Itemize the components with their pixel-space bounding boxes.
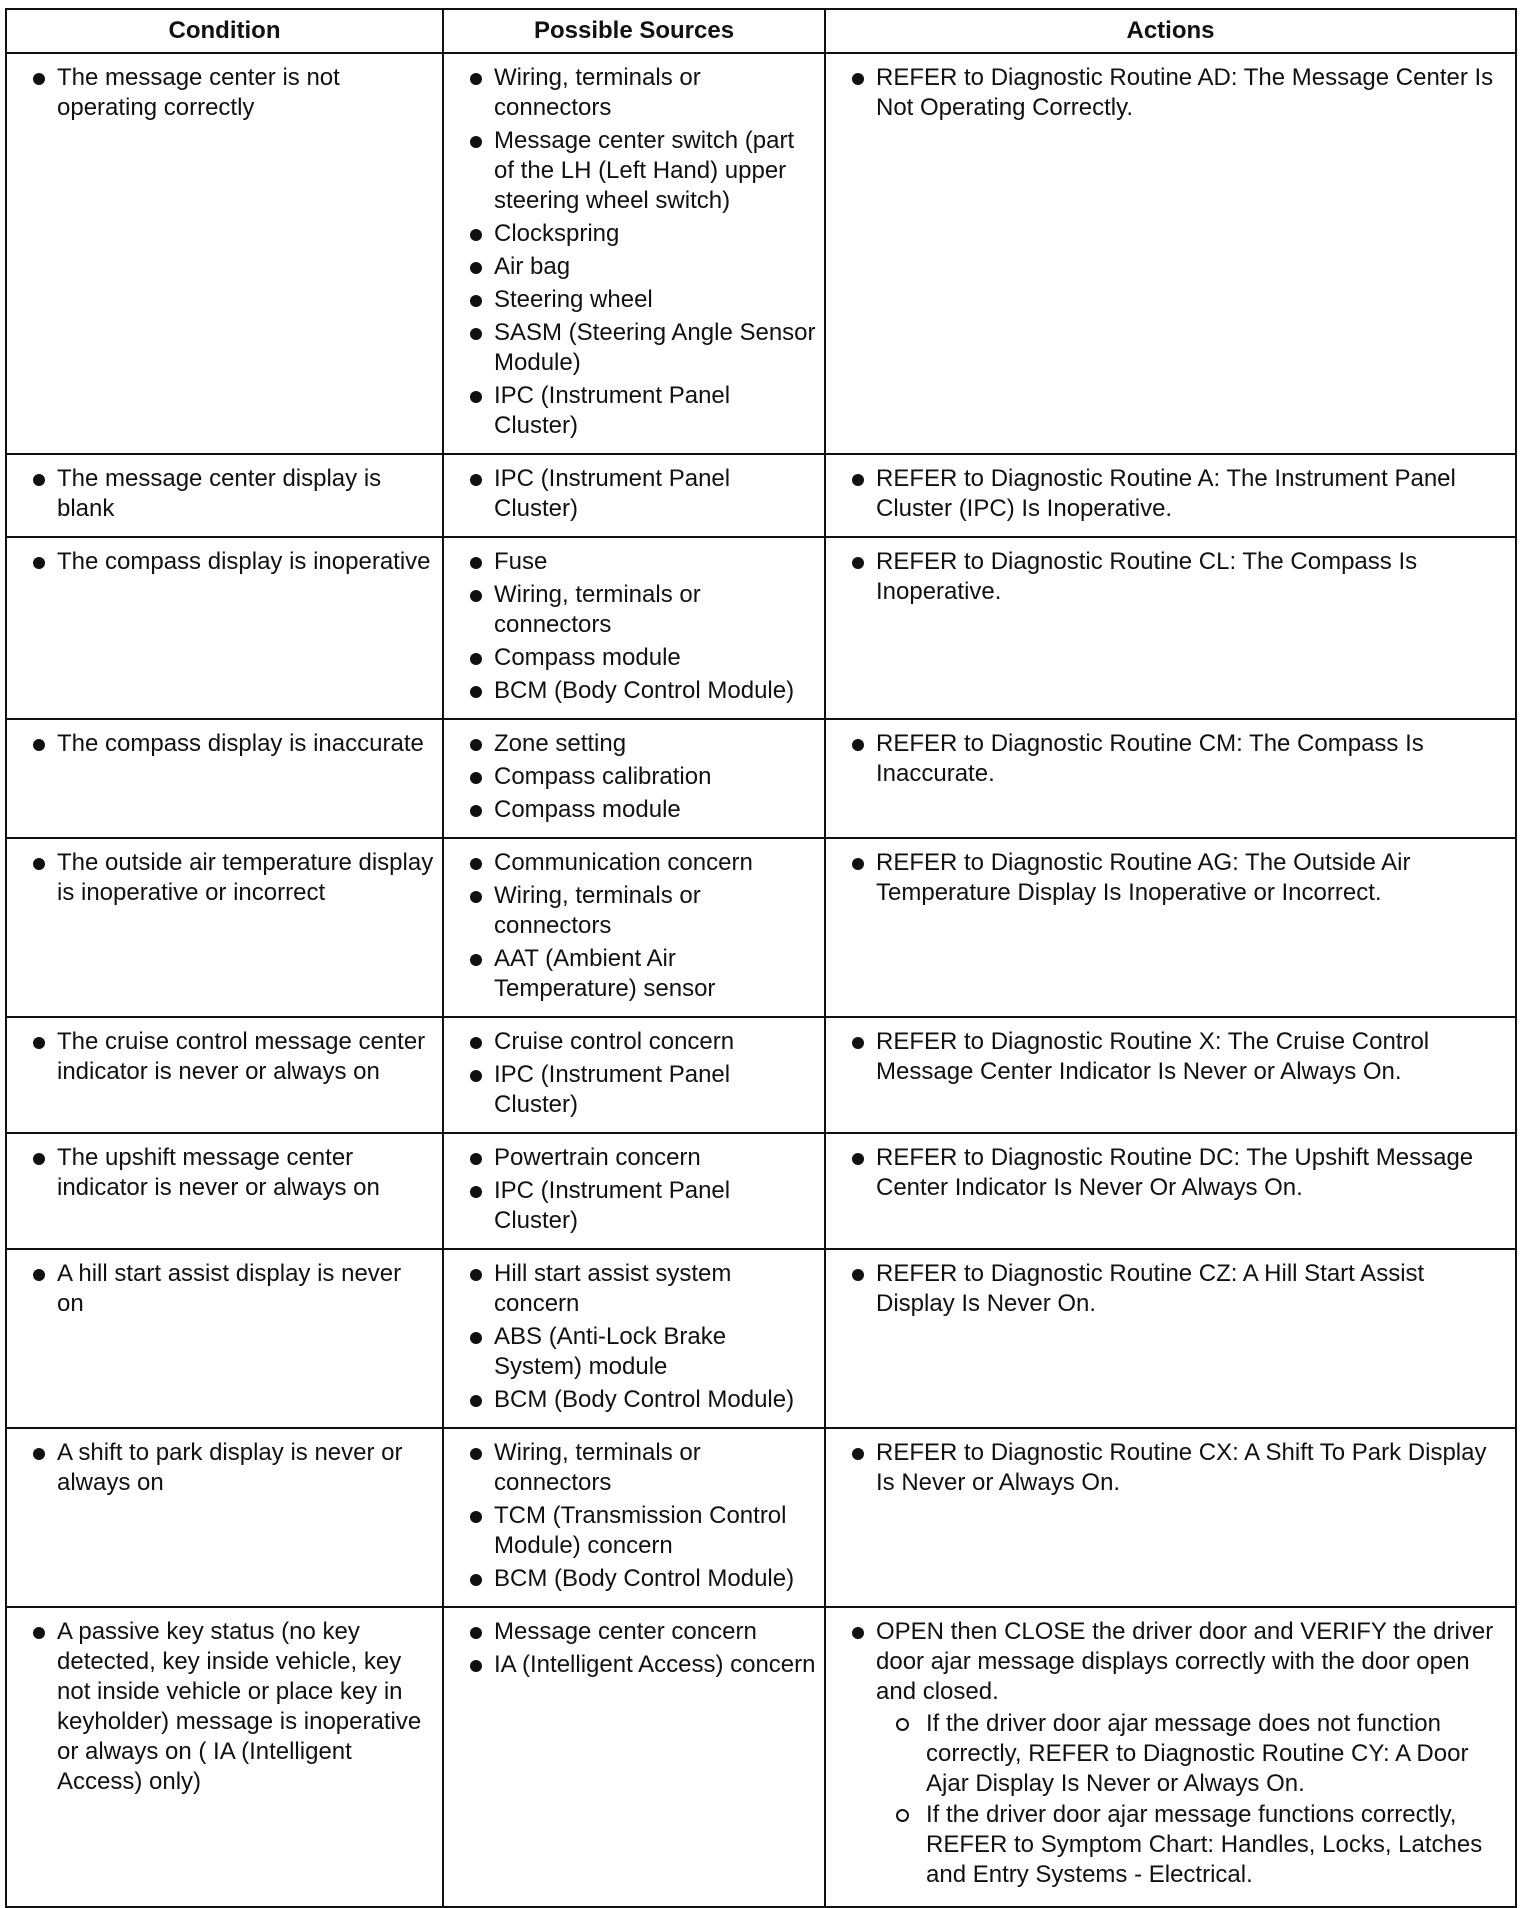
condition-text: The outside air temperature display is inoperative or incorrect: [17, 848, 434, 908]
action-text: REFER to Diagnostic Routine AD: The Message Center Is Not Operating Correctly.: [876, 64, 1494, 121]
condition-text: The compass display is inoperative: [17, 547, 434, 577]
actions-list: [836, 1259, 1507, 1319]
table-row: [6, 1428, 1516, 1607]
table-row: [6, 454, 1516, 537]
condition-cell: [6, 1607, 443, 1907]
action-item: [836, 63, 1507, 123]
source-item: Steering wheel: [454, 285, 816, 315]
condition-list: [17, 1027, 434, 1087]
sources-list: [454, 1027, 816, 1120]
actions-list: [836, 1143, 1507, 1203]
condition-cell: [6, 1249, 443, 1428]
source-item: IPC (Instrument Panel Cluster): [454, 464, 816, 524]
source-item: Fuse: [454, 547, 816, 577]
source-item: Compass module: [454, 643, 816, 673]
source-item: Wiring, terminals or connectors: [454, 881, 816, 941]
source-item: BCM (Body Control Module): [454, 676, 816, 706]
action-text: REFER to Diagnostic Routine AG: The Outside Air Temperature Display Is Inoperative or Incorrect.: [876, 849, 1411, 906]
actions-cell: [825, 537, 1516, 719]
sources-list: [454, 729, 816, 825]
condition-text: The message center display is blank: [17, 464, 434, 524]
actions-cell: [825, 838, 1516, 1017]
header-condition: Condition: [6, 9, 443, 53]
possible-sources-cell: [443, 454, 825, 537]
possible-sources-cell: [443, 1017, 825, 1133]
action-text: OPEN then CLOSE the driver door and VERIFY the driver door ajar message displays correctly with the door open and closed.: [876, 1618, 1494, 1705]
possible-sources-cell: [443, 537, 825, 719]
source-item: IPC (Instrument Panel Cluster): [454, 1060, 816, 1120]
action-text: REFER to Diagnostic Routine X: The Cruise Control Message Center Indicator Is Never or Always On.: [876, 1028, 1430, 1085]
source-item: Wiring, terminals or connectors: [454, 580, 816, 640]
source-item: IA (Intelligent Access) concern: [454, 1650, 816, 1680]
condition-text: The cruise control message center indicator is never or always on: [17, 1027, 434, 1087]
action-item: [836, 547, 1507, 607]
actions-list: [836, 729, 1507, 789]
condition-list: [17, 729, 434, 759]
action-item: [836, 848, 1507, 908]
sources-list: [454, 464, 816, 524]
table-row: [6, 53, 1516, 454]
source-item: Powertrain concern: [454, 1143, 816, 1173]
table-row: [6, 1133, 1516, 1249]
actions-cell: [825, 719, 1516, 838]
source-item: IPC (Instrument Panel Cluster): [454, 381, 816, 441]
condition-list: [17, 1438, 434, 1498]
actions-list: [836, 1027, 1507, 1087]
table-row: [6, 1607, 1516, 1907]
condition-cell: [6, 53, 443, 454]
actions-list: [836, 1617, 1507, 1890]
table-row: [6, 1017, 1516, 1133]
table-row: [6, 1249, 1516, 1428]
actions-cell: [825, 53, 1516, 454]
table-row: [6, 537, 1516, 719]
action-text: REFER to Diagnostic Routine A: The Instrument Panel Cluster (IPC) Is Inoperative.: [876, 465, 1456, 522]
condition-cell: [6, 454, 443, 537]
condition-cell: [6, 838, 443, 1017]
actions-list: [836, 848, 1507, 908]
actions-list: [836, 547, 1507, 607]
possible-sources-cell: [443, 1249, 825, 1428]
source-item: Compass calibration: [454, 762, 816, 792]
symptom-chart-table: [5, 8, 1517, 1908]
action-item: [836, 1617, 1507, 1890]
source-item: Hill start assist system concern: [454, 1259, 816, 1319]
source-item: TCM (Transmission Control Module) concern: [454, 1501, 816, 1561]
header-possible-sources: Possible Sources: [443, 9, 825, 53]
condition-cell: [6, 719, 443, 838]
action-item: [836, 1027, 1507, 1087]
condition-cell: [6, 537, 443, 719]
actions-cell: [825, 1249, 1516, 1428]
condition-text: The upshift message center indicator is never or always on: [17, 1143, 434, 1203]
source-item: BCM (Body Control Module): [454, 1385, 816, 1415]
source-item: Communication concern: [454, 848, 816, 878]
condition-list: [17, 1617, 434, 1797]
action-item: [836, 1259, 1507, 1319]
possible-sources-cell: [443, 1428, 825, 1607]
possible-sources-cell: [443, 838, 825, 1017]
source-item: Cruise control concern: [454, 1027, 816, 1057]
possible-sources-cell: [443, 53, 825, 454]
source-item: Message center concern: [454, 1617, 816, 1647]
header-actions: Actions: [825, 9, 1516, 53]
actions-list: [836, 63, 1507, 123]
action-item: [836, 1438, 1507, 1498]
actions-list: [836, 464, 1507, 524]
sub-action-item: If the driver door ajar message does not function correctly, REFER to Diagnostic Routine CY: A Door Ajar Display Is Never or Always On.: [876, 1709, 1507, 1799]
condition-cell: [6, 1017, 443, 1133]
sources-list: [454, 547, 816, 706]
condition-list: [17, 1259, 434, 1319]
possible-sources-cell: [443, 1133, 825, 1249]
source-item: BCM (Body Control Module): [454, 1564, 816, 1594]
actions-cell: [825, 1428, 1516, 1607]
actions-cell: [825, 1017, 1516, 1133]
sources-list: [454, 1143, 816, 1236]
sub-action-item: If the driver door ajar message functions correctly, REFER to Symptom Chart: Handles, Locks, Latches and Entry Systems - Electrical.: [876, 1800, 1507, 1890]
condition-list: [17, 464, 434, 524]
condition-list: [17, 547, 434, 577]
condition-text: A passive key status (no key detected, key inside vehicle, key not inside vehicle or place key in keyholder) message is inoperative or always on ( IA (Intelligent Access) only): [17, 1617, 434, 1797]
action-item: [836, 729, 1507, 789]
condition-text: The message center is not operating correctly: [17, 63, 434, 123]
condition-list: [17, 63, 434, 123]
sources-list: [454, 848, 816, 1004]
condition-text: The compass display is inaccurate: [17, 729, 434, 759]
actions-list: [836, 1438, 1507, 1498]
source-item: Wiring, terminals or connectors: [454, 63, 816, 123]
actions-cell: [825, 454, 1516, 537]
condition-list: [17, 1143, 434, 1203]
source-item: ABS (Anti-Lock Brake System) module: [454, 1322, 816, 1382]
source-item: Wiring, terminals or connectors: [454, 1438, 816, 1498]
action-item: [836, 464, 1507, 524]
condition-cell: [6, 1133, 443, 1249]
action-text: REFER to Diagnostic Routine DC: The Upshift Message Center Indicator Is Never Or Always On.: [876, 1144, 1474, 1201]
source-item: AAT (Ambient Air Temperature) sensor: [454, 944, 816, 1004]
action-text: REFER to Diagnostic Routine CM: The Compass Is Inaccurate.: [876, 730, 1424, 787]
table-row: [6, 838, 1516, 1017]
sources-list: [454, 1438, 816, 1594]
table-row: [6, 719, 1516, 838]
sources-list: [454, 63, 816, 441]
actions-cell: [825, 1607, 1516, 1907]
condition-text: A shift to park display is never or always on: [17, 1438, 434, 1498]
action-text: REFER to Diagnostic Routine CX: A Shift To Park Display Is Never or Always On.: [876, 1439, 1487, 1496]
condition-text: A hill start assist display is never on: [17, 1259, 434, 1319]
sub-actions-list: [876, 1709, 1507, 1890]
source-item: Compass module: [454, 795, 816, 825]
source-item: Message center switch (part of the LH (Left Hand) upper steering wheel switch): [454, 126, 816, 216]
sources-list: [454, 1617, 816, 1680]
source-item: Zone setting: [454, 729, 816, 759]
source-item: SASM (Steering Angle Sensor Module): [454, 318, 816, 378]
header-row: [6, 9, 1516, 53]
source-item: Clockspring: [454, 219, 816, 249]
table-body: [6, 53, 1516, 1907]
possible-sources-cell: [443, 1607, 825, 1907]
condition-list: [17, 848, 434, 908]
sources-list: [454, 1259, 816, 1415]
actions-cell: [825, 1133, 1516, 1249]
action-text: REFER to Diagnostic Routine CZ: A Hill Start Assist Display Is Never On.: [876, 1260, 1425, 1317]
action-text: REFER to Diagnostic Routine CL: The Compass Is Inoperative.: [876, 548, 1418, 605]
source-item: IPC (Instrument Panel Cluster): [454, 1176, 816, 1236]
action-item: [836, 1143, 1507, 1203]
possible-sources-cell: [443, 719, 825, 838]
source-item: Air bag: [454, 252, 816, 282]
condition-cell: [6, 1428, 443, 1607]
